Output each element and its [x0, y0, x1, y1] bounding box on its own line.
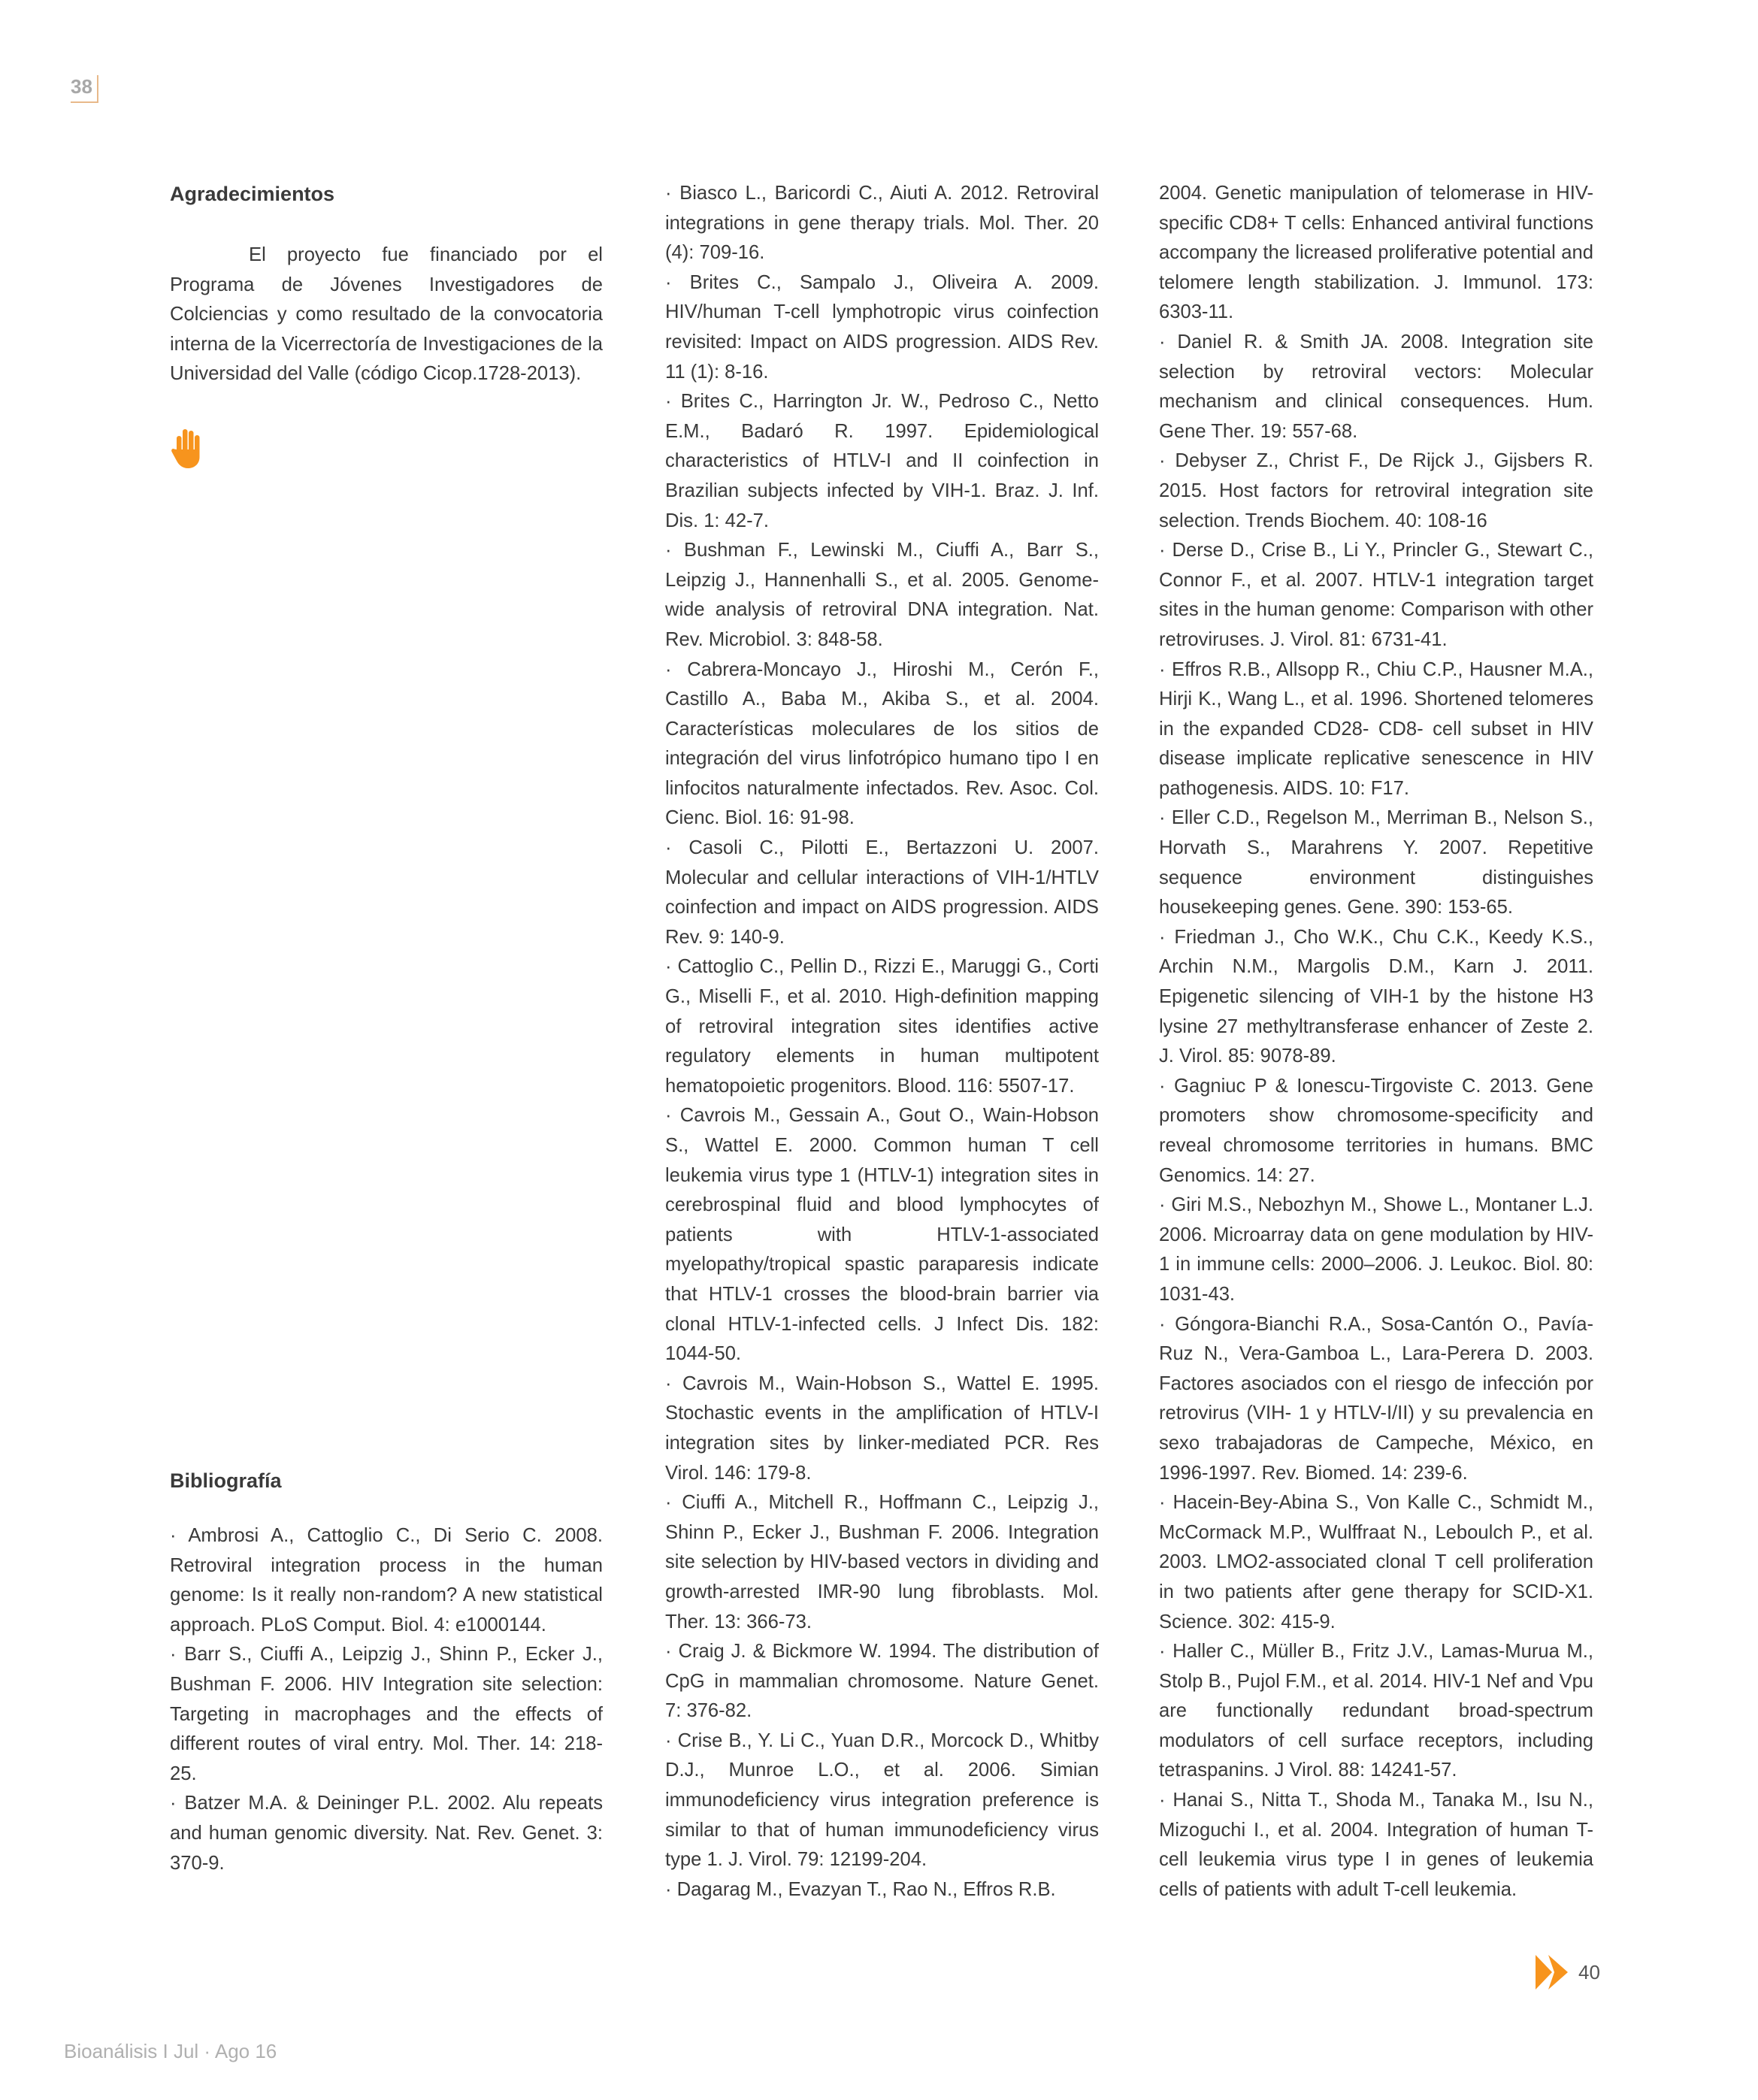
reference-item: · Dagarag M., Evazyan T., Rao N., Effros R.B.	[665, 1878, 1056, 1900]
reference-item: · Ciuffi A., Mitchell R., Hoffmann C., Leipzig J., Shinn P., Ecker J., Bushman F. 2006. Integration site selection by HIV-based vectors in dividing and growth-arrested IMR-90 lung fibroblasts. Mol. Ther. 13: 366-73.	[665, 1492, 1099, 1632]
reference-item: · Cavrois M., Wain-Hobson S., Wattel E. 1995. Stochastic events in the amplification of HTLV-I integration sites by linker-mediated PCR. Res Virol. 146: 179-8.	[665, 1372, 1099, 1484]
reference-item: · Ambrosi A., Cattoglio C., Di Serio C. 2008. Retroviral integration process in the human genome: Is it really non-random? A new statistical approach. PLoS Comput. Biol. 4: e1000144.	[170, 1525, 603, 1636]
reference-item: · Friedman J., Cho W.K., Chu C.K., Keedy K.S., Archin N.M., Margolis D.M., Karn J. 2011. Epigenetic silencing of VIH-1 by the histone H3 lysine 27 methyltransferase enhancer of Zeste 2. J. Virol. 85: 9078-89.	[1159, 926, 1593, 1067]
reference-item: · Casoli C., Pilotti E., Bertazzoni U. 2007. Molecular and cellular interactions of VIH-1/HTLV coinfection and impact on AIDS progression. AIDS Rev. 9: 140-9.	[665, 837, 1099, 948]
reference-item: · Cavrois M., Gessain A., Gout O., Wain-Hobson S., Wattel E. 2000. Common human T cell leukemia virus type 1 (HTLV-1) integration sites in cerebrospinal fluid and blood lymphocytes of patients with HTLV-1-associated myelopathy/tropical spastic paraparesis indicate that HTLV-1 crosses the blood-brain barrier via clonal HTLV-1-infected cells. J Infect Dis. 182: 1044-50.	[665, 1105, 1099, 1365]
reference-item: · Debyser Z., Christ F., De Rijck J., Gijsbers R. 2015. Host factors for retroviral integration site selection. Trends Biochem. 40: 108-16	[1159, 450, 1593, 531]
hand-icon	[170, 427, 206, 469]
publication-footer: Bioanálisis I Jul · Ago 16	[64, 2040, 277, 2062]
next-page-number: 40	[1578, 1960, 1600, 1984]
reference-item: · Cabrera-Moncayo J., Hiroshi M., Cerón F., Castillo A., Baba M., Akiba S., et al. 2004. Características moleculares de los sitios de integración del virus linfotrópico humano tipo I en linfocitos naturalmente infectados. Rev. Asoc. Col. Cienc. Biol. 16: 91-98.	[665, 658, 1099, 829]
next-page-indicator[interactable]	[1533, 1953, 1600, 1992]
reference-item: · Haller C., Müller B., Fritz J.V., Lamas-Murua M., Stolp B., Pujol F.M., et al. 2014. HIV-1 Nef and Vpu are functionally redundant broad-spectrum modulators of cell surface receptors, including tetraspanins. J Virol. 88: 14241-57.	[1159, 1641, 1593, 1781]
double-chevron-right-icon	[1533, 1953, 1572, 1992]
reference-item: · Eller C.D., Regelson M., Merriman B., Nelson S., Horvath S., Marahrens Y. 2007. Repetitive sequence environment distinguishes housekeeping genes. Gene. 390: 153-65.	[1159, 807, 1593, 918]
reference-item: · Bushman F., Lewinski M., Ciuffi A., Barr S., Leipzig J., Hannenhalli S., et al. 2005. Genome-wide analysis of retroviral DNA integration. Nat. Rev. Microbiol. 3: 848-58.	[665, 540, 1099, 650]
reference-item: · Cattoglio C., Pellin D., Rizzi E., Maruggi G., Corti G., Miselli F., et al. 2010. High-definition mapping of retroviral integration sites identifies active regulatory elements in human multipotent hematopoietic progenitors. Blood. 116: 5507-17.	[665, 956, 1099, 1097]
reference-list-col2	[665, 179, 1099, 1905]
reference-item: · Brites C., Harrington Jr. W., Pedroso C., Netto E.M., Badaró R. 1997. Epidemiological characteristics of HTLV-I and II coinfection in Brazilian subjects infected by VIH-1. Braz. J. Inf. Dis. 1: 42-7.	[665, 391, 1099, 531]
acknowledgments-heading: Agradecimientos	[170, 183, 335, 205]
reference-list-col3	[1159, 179, 1593, 1905]
reference-item: · Gagniuc P & Ionescu-Tirgoviste C. 2013. Gene promoters show chromosome-specificity and reveal chromosome territories in humans. BMC Genomics. 14: 27.	[1159, 1075, 1593, 1186]
bibliography-section	[170, 1466, 603, 1878]
reference-item: · Barr S., Ciuffi A., Leipzig J., Shinn P., Ecker J., Bushman F. 2006. HIV Integration site selection: Targeting in macrophages and the effects of different routes of viral entry. Mol. Ther. 14: 218-25.	[170, 1644, 603, 1784]
reference-item: · Daniel R. & Smith JA. 2008. Integration site selection by retroviral vectors: Molecular mechanism and clinical consequences. Hum. Gene Ther. 19: 557-68.	[1159, 331, 1593, 442]
reference-item: · Derse D., Crise B., Li Y., Princler G., Stewart C., Connor F., et al. 2007. HTLV-1 integration target sites in the human genome: Comparison with other retroviruses. J. Virol. 81: 6731-41.	[1159, 540, 1593, 650]
reference-item: · Batzer M.A. & Deininger P.L. 2002. Alu repeats and human genomic diversity. Nat. Rev. Genet. 3: 370-9.	[170, 1793, 603, 1874]
acknowledgments-text: El proyecto fue financiado por el Programa de Jóvenes Investigadores de Colciencias y como resultado de la convocatoria interna de la Vicerrectoría de Investigaciones de la Universidad del Valle (código Cicop.1728-2013).	[170, 244, 603, 385]
bibliography-heading: Bibliografía	[170, 1469, 282, 1492]
column-left	[170, 179, 603, 1930]
reference-item: 2004. Genetic manipulation of telomerase in HIV-specific CD8+ T cells: Enhanced antiviral functions accompany the licreased proliferative potential and telomere length stabilization. J. Immunol. 173: 6303-11.	[1159, 183, 1593, 323]
reference-item: · Brites C., Sampalo J., Oliveira A. 2009. HIV/human T-cell lymphotropic virus coinfection revisited: Impact on AIDS progression. AIDS Rev. 11 (1): 8-16.	[665, 271, 1099, 383]
reference-list-col1	[170, 1521, 603, 1878]
reference-item: · Crise B., Y. Li C., Yuan D.R., Morcock D., Whitby D.J., Munroe L.O., et al. 2006. Simian immunodeficiency virus integration preference is similar to that of human immunodeficiency virus type 1. J. Virol. 79: 12199-204.	[665, 1729, 1099, 1871]
reference-item: · Giri M.S., Nebozhyn M., Showe L., Montaner L.J. 2006. Microarray data on gene modulation by HIV-1 in immune cells: 2000–2006. J. Leukoc. Biol. 80: 1031-43.	[1159, 1194, 1593, 1305]
reference-item: · Biasco L., Baricordi C., Aiuti A. 2012. Retroviral integrations in gene therapy trials. Mol. Ther. 20 (4): 709-16.	[665, 183, 1099, 264]
page-number: 38	[71, 75, 98, 103]
reference-item: · Effros R.B., Allsopp R., Chiu C.P., Hausner M.A., Hirji K., Wang L., et al. 1996. Shortened telomeres in the expanded CD28- CD8- cell subset in HIV disease implicate replicative senescence in HIV pathogenesis. AIDS. 10: F17.	[1159, 658, 1593, 799]
reference-item: · Craig J. & Bickmore W. 1994. The distribution of CpG in mammalian chromosome. Nature Genet. 7: 376-82.	[665, 1641, 1099, 1722]
reference-item: · Góngora-Bianchi R.A., Sosa-Cantón O., Pavía-Ruz N., Vera-Gamboa L., Lara-Perera D. 2003. Factores asociados con el riesgo de infección por retrovirus (VIH- 1 y HTLV-I/II) y su prevalencia en sexo trabajadoras de Campeche, México, en 1996-1997. Rev. Biomed. 14: 239-6.	[1159, 1313, 1593, 1484]
reference-item: · Hacein-Bey-Abina S., Von Kalle C., Schmidt M., McCormack M.P., Wulffraat N., Leboulch P., et al. 2003. LMO2-associated clonal T cell proliferation in two patients after gene therapy for SCID-X1. Science. 302: 415-9.	[1159, 1492, 1593, 1632]
reference-item: · Hanai S., Nitta T., Shoda M., Tanaka M., Isu N., Mizoguchi I., et al. 2004. Integration of human T-cell leukemia virus type I in genes of leukemia cells of patients with adult T-cell leukemia.	[1159, 1790, 1593, 1900]
